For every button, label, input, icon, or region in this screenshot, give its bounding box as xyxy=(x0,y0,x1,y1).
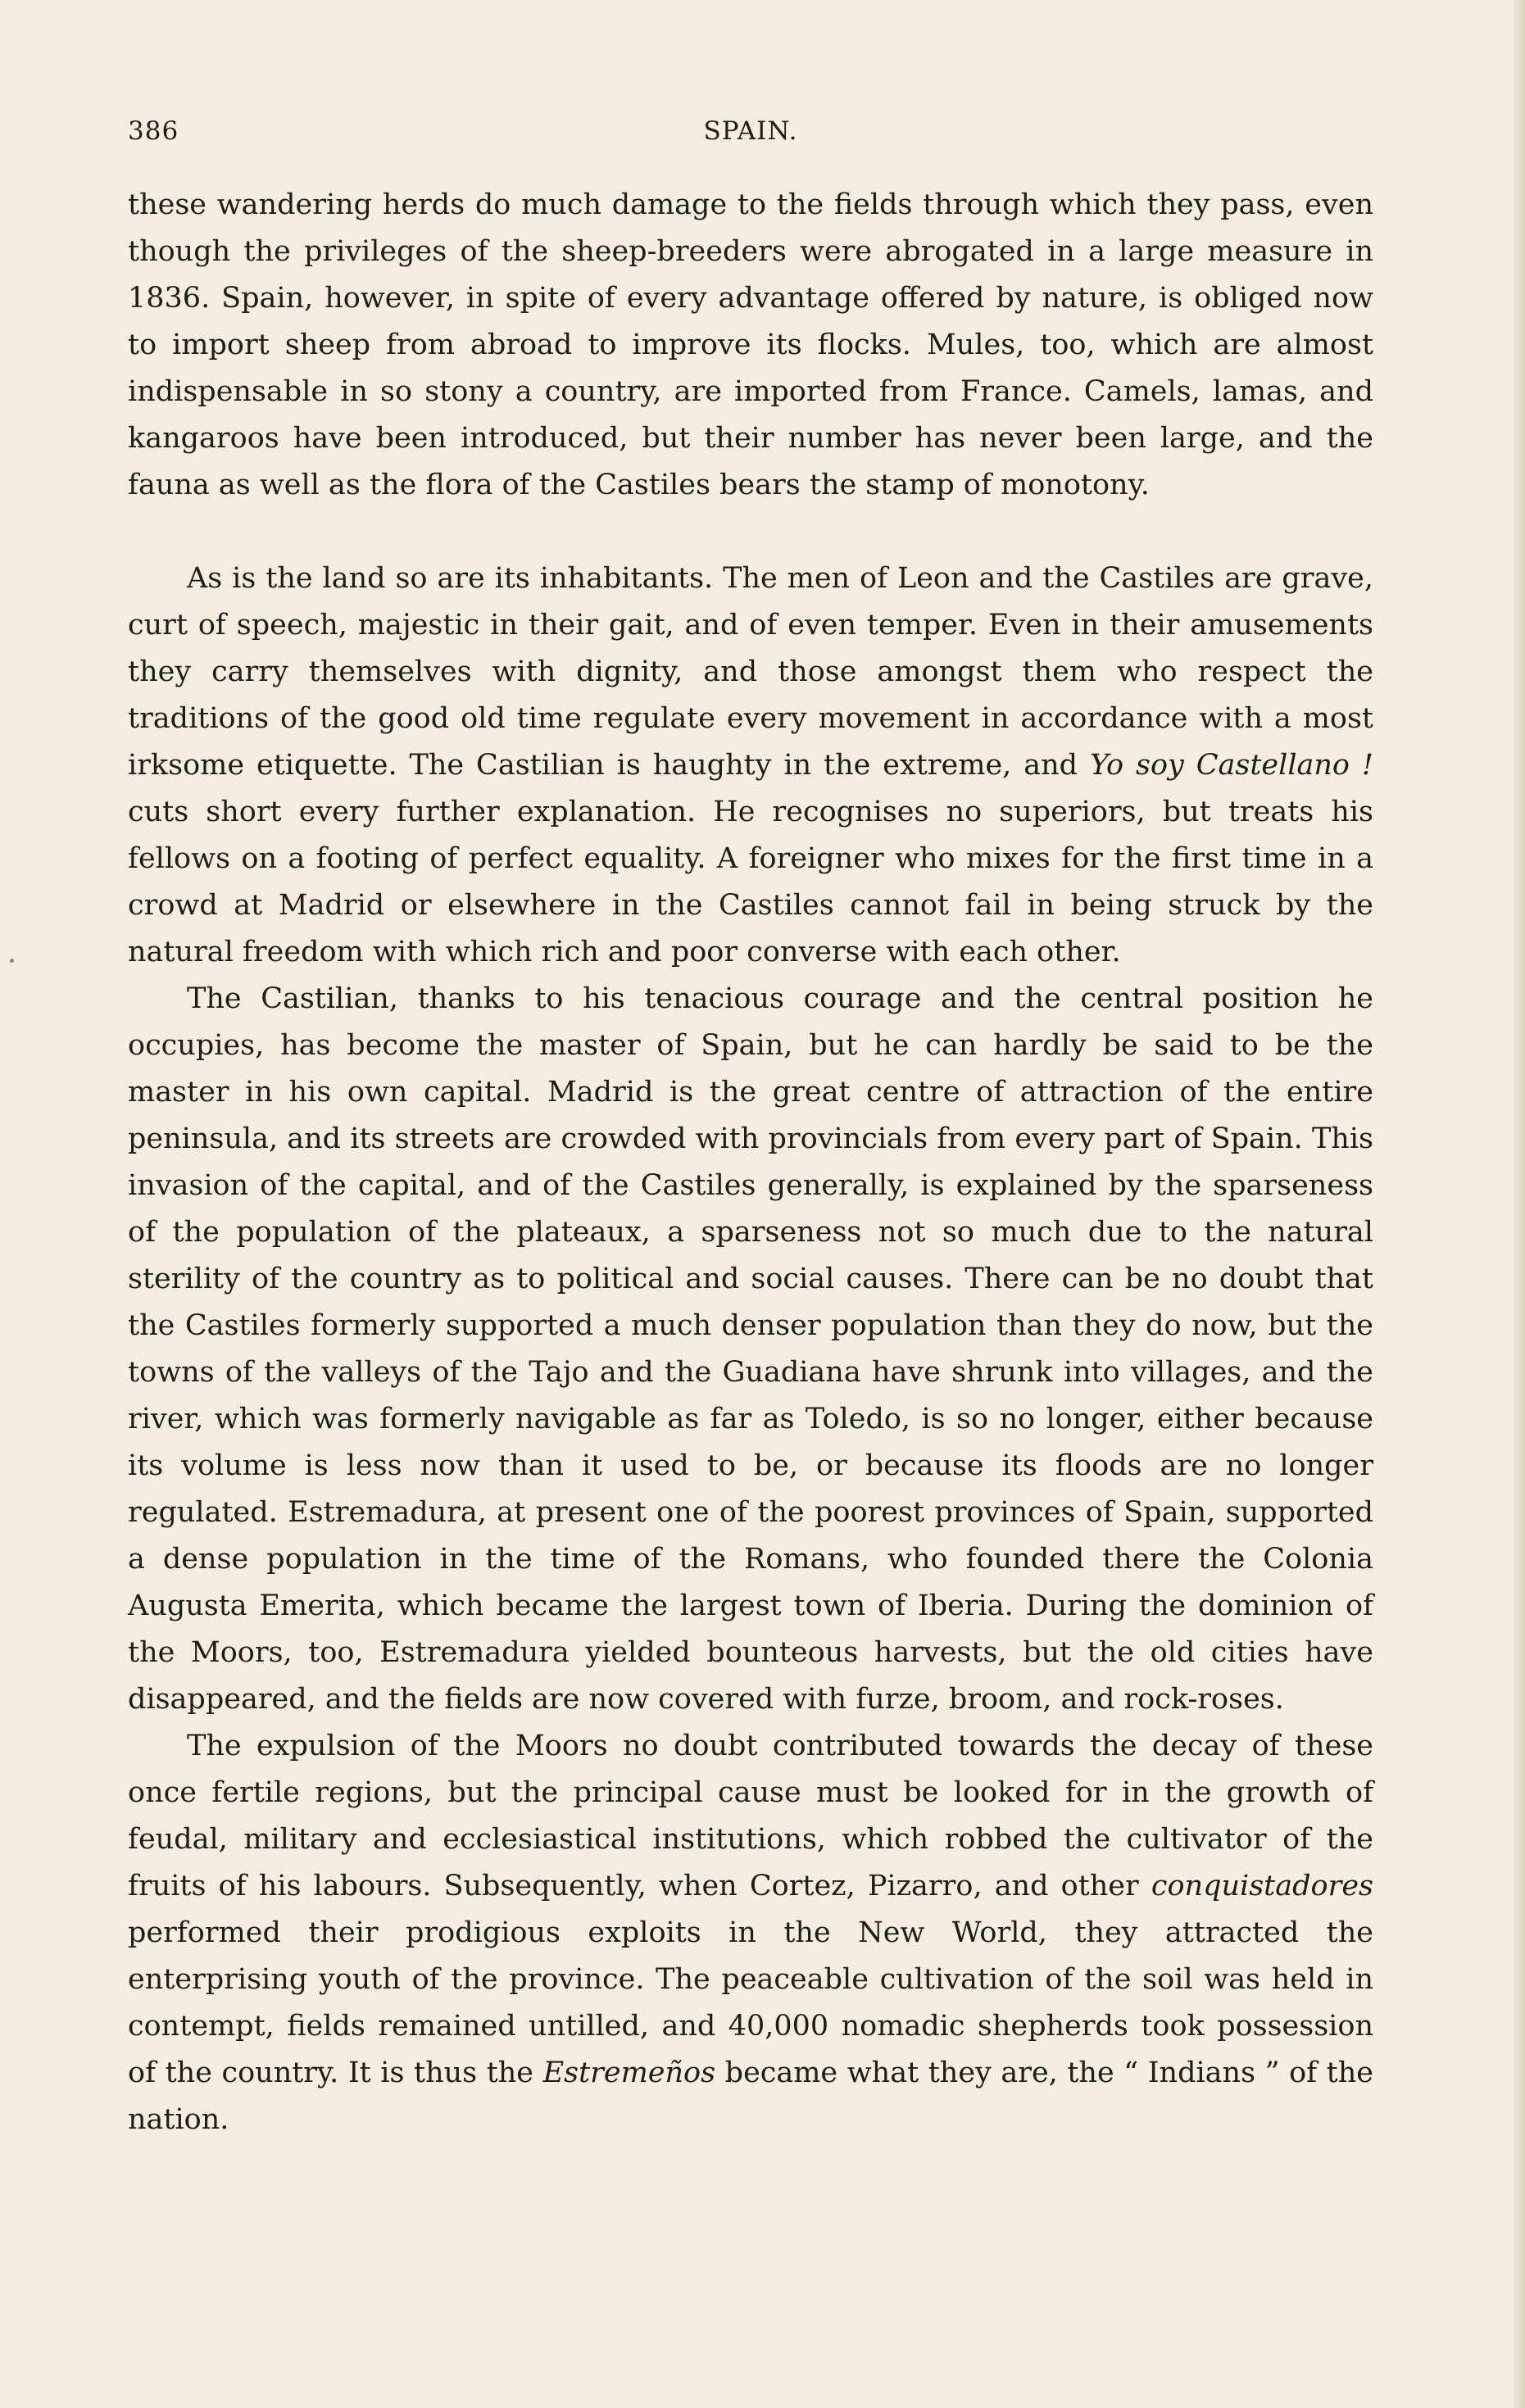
page-number: 386 xyxy=(128,116,179,146)
page-edge-shadow xyxy=(1514,0,1525,2408)
margin-speck xyxy=(10,959,14,963)
text-run: The expulsion of the Moors no doubt contributed towards the decay of these once fertile regions, but the principal cause must be looked for in the growth of feudal, military and ecclesiastical institutions, which robbed the cultivator of the fruits of his labours. Subsequently, when Cortez, Pizarro, and other xyxy=(128,1730,1373,1902)
paragraph xyxy=(128,182,1373,509)
running-title: SPAIN. xyxy=(703,116,798,146)
italic-phrase: Estremeños xyxy=(542,2057,716,2089)
text-run: cuts short every further explanation. He recognises no superiors, but treats his fellows on a footing of perfect equality. A foreigner who mixes for the first time in a crowd at Madrid or elsewhere in the Castiles cannot fail in being struck by the natural freedom with which rich and poor converse with each other. xyxy=(128,796,1373,968)
body-text xyxy=(128,182,1373,2143)
text-run: performed their prodigious exploits in the New World, they attracted the enterprising youth of the province. The peaceable cultivation of the soil was held in contempt, fields remained untilled, and 40,000 nomadic shepherds took possession of the country. It is thus the xyxy=(128,1916,1373,2089)
paragraph xyxy=(128,1723,1373,2143)
running-header xyxy=(128,116,1373,157)
paragraph xyxy=(128,976,1373,1723)
italic-phrase: conquistadores xyxy=(1151,1870,1373,1902)
text-run: these wandering herds do much damage to the fields through which they pass, even though the privileges of the sheep-breeders were abrogated in a large measure in 1836. Spain, however, in spite of every advantage offered by nature, is obliged now to import sheep from abroad to improve its flocks. Mules, too, which are almost indispensable in so stony a country, are imported from France. Camels, lamas, and kangaroos have been introduced, but their number has never been large, and the fauna as well as the flora of the Castiles bears the stamp of monotony. xyxy=(128,188,1373,501)
paragraph xyxy=(128,556,1373,976)
text-run: As is the land so are its inhabitants. The men of Leon and the Castiles are grave, curt of speech, majestic in their gait, and of even temper. Even in their amusements they carry themselves with dignity, and those amongst them who respect the traditions of the good old time regulate every movement in accordance with a most irksome etiquette. The Castilian is haughty in the extreme, and xyxy=(128,562,1373,782)
text-run: The Castilian, thanks to his tenacious courage and the central position he occupies, has become the master of Spain, but he can hardly be said to be the master in his own capital. Madrid is the great centre of attraction of the entire peninsula, and its streets are crowded with provincials from every part of Spain. This invasion of the capital, and of the Castiles generally, is explained by the sparseness of the population of the plateaux, a sparseness not so much due to the natural sterility of the country as to political and social causes. There can be no doubt that the Castiles formerly supported a much denser population than they do now, but the towns of the valleys of the Tajo and the Guadiana have shrunk into villages, and the river, which was formerly navigable as far as Toledo, is so no longer, either because its volume is less now than it used to be, or because its floods are no longer regulated. Estremadura, at present one of the poorest provinces of Spain, supported a dense population in the time of the Romans, who founded there the Colonia Augusta Emerita, which became the largest town of Iberia. During the dominion of the Moors, too, Estremadura yielded bounteous harvests, but the old cities have disappeared, and the fields are now covered with furze, broom, and rock-roses. xyxy=(128,982,1373,1716)
italic-phrase: Yo soy Castellano ! xyxy=(1089,749,1373,782)
text-run: became what they are, the “ Indians ” of the nation. xyxy=(128,2057,1373,2136)
